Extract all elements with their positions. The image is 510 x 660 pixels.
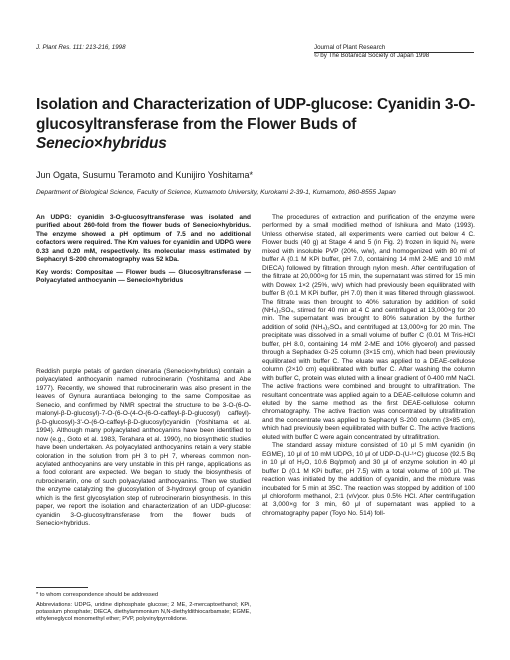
footnote-divider — [36, 587, 88, 588]
keywords-text: Key words: Compositae — Flower buds — Glucosyltransferase — Polyacylated anthocyanin — Senecio×hybridus — [36, 269, 251, 285]
correspondence-footnote: * to whom correspondence should be addressed — [36, 592, 159, 598]
abstract-text: An UDPG: cyanidin 3-O-glucosyltransferase was isolated and purified about 260-fold from the flower buds of Senecio×hybridus. The enzyme showed a pH optimum of 7.5 and no additional cofactors were required. The Km values for cyanidin and UDPG were 0.33 and 0.20 mM, respectively. Its molecular mass estimated by Sephacryl S-200 chromatography was 52 kDa. — [36, 214, 251, 264]
methods-paragraph-extraction: The procedures of extraction and purification of the enzyme were performed by a small modified method of Ishikura and Mato (1993). Unless otherwise stated, all experiments were carried out below 4 C. Flower buds (40 g) at Stage 4 and 5 (in Fig. 2) frozen in liquid N₂ were mixed with insoluble PVP (20%, w/w), and homogenized with 80 ml of buffer A (0.1 M KPi buffer, pH 7.0, containing 14 mM 2-ME and 10 mM DIECA) followed by filtration through nylon mesh. After centrifugation of the filtrate at 20,000×g for 15 min, the supernatant was stirred for 15 min with Dowex 1×2 (25%, w/v) which had previously been equilibrated with buffer B (0.1 M KPi buffer, pH 7.0) then it was filtered through glasswool. The filtrate was then brought to 40% saturation by addition of solid (NH₄)₂SO₄, stirred for 40 min at 4 C and centrifuged at 13,000×g for 20 min. The supernatant was brought to 80% saturation by the further addition of solid (NH₄)₂SO₄ and centrifuged at 13,000×g for 20 min. The precipitate was dissolved in a small volume of buffer C (0.01 M Tris-HCl buffer, pH 8.0, containing 14 mM 2-ME and 10% glycerol) and passed through a Sephadex G-25 column (3×15 cm), which had been previously equilibrated with buffer C. The eluate was applied to a DEAE-cellulose column (2×10 cm) equilibrated with buffer C. After washing the column with buffer C, protein was eluted with a linear gradient of 0-400 mM NaCl. The active fractions were combined and brought to ultrafiltration. The resultant concentrate was applied again to a DEAE-cellulose column and eluted by the same method as the first DEAE-cellulose column chromatography. The active fraction was concentrated by ultrafiltration and the concentrate was applied to Sephacryl S-200 column (3×85 cm), which had previously been equilibrated with buffer C. The active fractions eluted with buffer C were again concentrated by ultrafiltration. — [262, 214, 475, 441]
methods-column — [262, 214, 475, 518]
journal-name: Journal of Plant Research — [314, 44, 386, 51]
author-list: Jun Ogata, Susumu Teramoto and Kunijiro Yoshitama* — [36, 170, 253, 180]
abbreviations-footnote: Abbreviations: UDPG, uridine diphosphate glucose; 2 ME, 2-mercaptoethanol; KPi, potassium phosphate; DIECA, diethylammonium N,N-diethyldithiocarbamate; EGME, ethyleneglycol monomethyl ether; PVP, polyvinylpyrrolidone. — [36, 602, 251, 623]
title-main: Isolation and Characterization of UDP-glucose: Cyanidin 3-O-glucosyltransferase from the Flower Buds of — [36, 96, 476, 133]
header-divider — [314, 52, 474, 53]
title-cross-sign: × — [93, 135, 103, 152]
journal-copyright: © by The Botanical Society of Japan 1998 — [314, 52, 430, 59]
article-title — [36, 95, 476, 154]
author-affiliation: Department of Biological Science, Faculty of Science, Kumamoto University, Kurokami 2-39-1, Kumamoto, 860-8555 Japan — [36, 189, 396, 196]
title-epithet: hybridus — [102, 135, 167, 152]
title-genus: Senecio — [36, 135, 94, 152]
journal-citation: J. Plant Res. 111: 213-216, 1998 — [36, 44, 126, 51]
methods-paragraph-assay: The standard assay mixture consisted of 10 μl 5 mM cyanidin (in EGME), 10 μl of 10 mM UDPG, 10 μl of UDP-D-(U-¹⁴C) glucose (92.5 Bq in 10 μl of H₂O, 10.6 Bq/pmol) and 30 μl of enzyme solution in 40 μl buffer D (0.1 M KPi buffer, pH 7.5) with a total volume of 100 μl. The reaction was initiated by the addition of cyanidin, and the mixture was incubated for 5 min at 35C. The reaction was stopped by addition of 100 μl chloroform methanol, 2:1 (v/v)cor. plus 0.5% HCl. After centrifugation at 3,000×g for 3 min, 60 μl of supernatant was applied to a chromatography paper (Toyo No. 514) foll- — [262, 442, 475, 517]
introduction-paragraph: Reddish purple petals of garden cineraria (Senecio×hybridus) contain a polyacylated anthocyanin named rubrocinerarin (Yoshitama and Abe 1977). Recently, we showed that rubrocinerarin was also present in the leaves of Gynura aurantiaca belonging to the same Compositae as Senecio, and confirmed by NMR spectral the structure to be 3-O-(6-O-malonyl-β-D-glucosyl)-7-O-(6-O-(4-O-(6-O-caffeyl-β-D-glucosyl) caffeyl)-β-D-glucosyl)-3'-O-(6-O-caffeyl-β-D-glucosyl)cyanidin (Yoshitama et al. 1994). Although many polyacylated anthocyanins have been identified to now (e.g., Goto et al. 1983, Terahara et al. 1990), no biosynthetic studies have been undertaken. As polyacylated anthocyanins retain a very stable coloration in the solution from pH 3 to pH 7, whereas common non-acylated anthocyanins are very unstable in this pH range, applications as a food colorant are expected. We began to study the biosynthesis of rubrocinerarin, one of such polyacylated anthocyanins. Then we studied the enzyme catalyzing the glucosylation of 3-hydroxyl group of cyanidin which is the first glycosylation step of rubrocinerarin biosynthesis. In this paper, we report the isolation and characterization of an UDP-glucose: cyanidin 3-O-glucosyltransferase from the flower buds of Senecio×hybridus. — [36, 368, 251, 528]
